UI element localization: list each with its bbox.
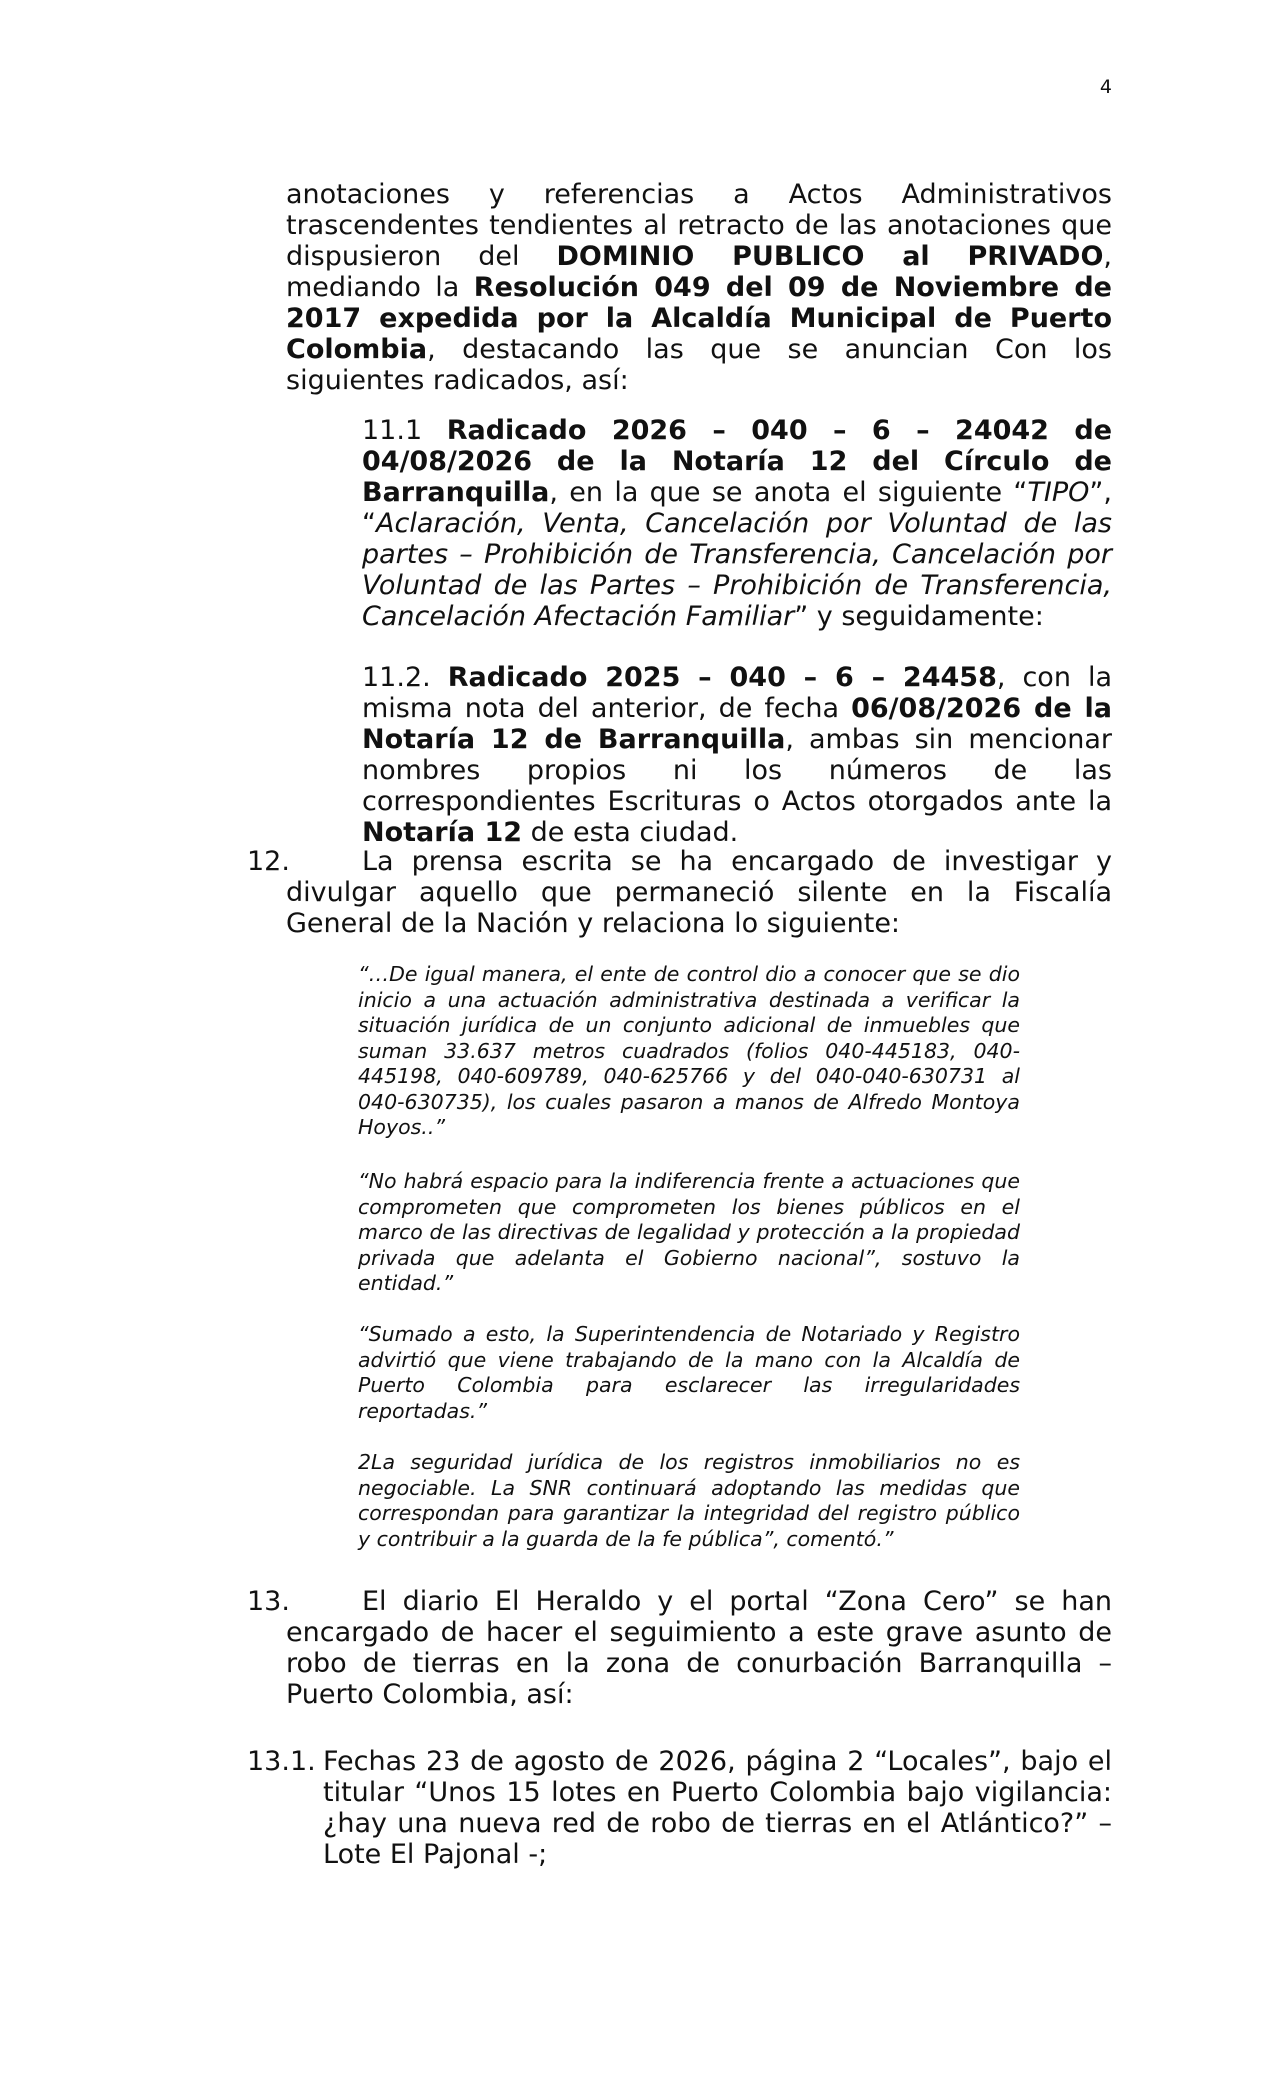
quote-3: “Sumado a esto, la Superintendencia de Notariado y Registro advirtió que viene trabajando de la mano con la Alcaldía de Puerto Colombia para esclarecer las irregularidades reportadas.” [358, 1322, 1020, 1423]
intro-text-3: , destacando las que se anuncian Con los siguientes radicados, así: [286, 334, 1112, 396]
item-11-1-text-4: ” y seguidamente: [794, 601, 1044, 632]
item-12-paragraph: La prensa escrita se ha encargado de investigar y divulgar aquello que permaneció silente en la Fiscalía General de la Nación y relaciona lo siguiente: [286, 846, 1112, 939]
item-13-1-paragraph: Fechas 23 de agosto de 2026, página 2 “Locales”, bajo el titular “Unos 15 lotes en Puerto Colombia bajo vigilancia: ¿hay una nueva red de robo de tierras en el Atlántico?” – Lote El Pajonal -; [323, 1746, 1112, 1870]
item-13-1-number: 13.1. [247, 1746, 316, 1777]
intro-text-1: anotaciones y referencias a Actos Administrativos trascendentes tendientes al retracto de las anotaciones que dispusieron del [286, 179, 1112, 272]
item-11-2-bold-2: 06/08/2026 de la Notaría 12 de Barranquilla [362, 693, 1112, 755]
item-11-2-bold-3: Notaría 12 [362, 817, 523, 848]
item-11-1-italic-2: Aclaración, Venta, Cancelación por Voluntad de las partes – Prohibición de Transferencia, Cancelación por Voluntad de las Partes – Prohibición de Transferencia, Cancelación Afectación Familiar [362, 508, 1112, 632]
quote-4: 2La seguridad jurídica de los registros inmobiliarios no es negociable. La SNR continuará adoptando las medidas que correspondan para garantizar la integridad del registro público y contribuir a la guarda de la fe pública”, comentó.” [358, 1450, 1020, 1551]
item-11-1 [362, 415, 1112, 632]
item-11-2-number: 11.2. [362, 662, 448, 693]
item-11-1-bold: Radicado 2026 – 040 – 6 – 24042 de 04/08/2026 de la Notaría 12 del Círculo de Barranquilla [362, 415, 1113, 508]
quote-1: “…De igual manera, el ente de control dio a conocer que se dio inicio a una actuación administrativa destinada a verificar la situación jurídica de un conjunto adicional de inmuebles que suman 33.637 metros cuadrados (folios 040-445183, 040-445198, 040-609789, 040-625766 y del 040-040-630731 al 040-630735), los cuales pasaron a manos de Alfredo Montoya Hoyos..” [358, 962, 1020, 1139]
intro-bold-2: Resolución 049 del 09 de Noviembre de 2017 expedida por la Alcaldía Municipal de Puerto Colombia [286, 272, 1112, 365]
item-12-number: 12. [247, 846, 290, 877]
item-11-1-number: 11.1 [362, 415, 447, 446]
item-11-2 [362, 662, 1112, 848]
item-11-1-text-3: ”, “ [362, 477, 1112, 539]
item-11-2-text-3: , ambas sin mencionar nombres propios ni los números de las correspondientes Escrituras o Actos otorgados ante la [362, 724, 1112, 817]
intro-text-2: , mediando la [286, 241, 1112, 303]
page-number: 4 [1099, 76, 1112, 98]
item-13-paragraph: El diario El Heraldo y el portal “Zona Cero” se han encargado de hacer el seguimiento a este grave asunto de robo de tierras en la zona de conurbación Barranquilla – Puerto Colombia, así: [286, 1586, 1112, 1710]
item-11-1-italic-1: TIPO [1027, 477, 1090, 508]
item-13-number: 13. [247, 1586, 290, 1617]
item-11-2-text-2: , con la misma nota del anterior, de fecha [362, 662, 1112, 724]
intro-paragraph [286, 179, 1112, 396]
item-11-1-text-2: , en la que se anota el siguiente “ [549, 477, 1028, 508]
item-11-2-bold-1: Radicado 2025 – 040 – 6 – 24458 [447, 662, 997, 693]
intro-bold-1: DOMINIO PUBLICO al PRIVADO [556, 241, 1104, 272]
quote-2: “No habrá espacio para la indiferencia frente a actuaciones que comprometen que comprometen los bienes públicos en el marco de las directivas de legalidad y protección a la propiedad privada que adelanta el Gobierno nacional”, sostuvo la entidad.” [358, 1169, 1020, 1295]
item-11-2-text-4: de esta ciudad. [522, 817, 739, 848]
